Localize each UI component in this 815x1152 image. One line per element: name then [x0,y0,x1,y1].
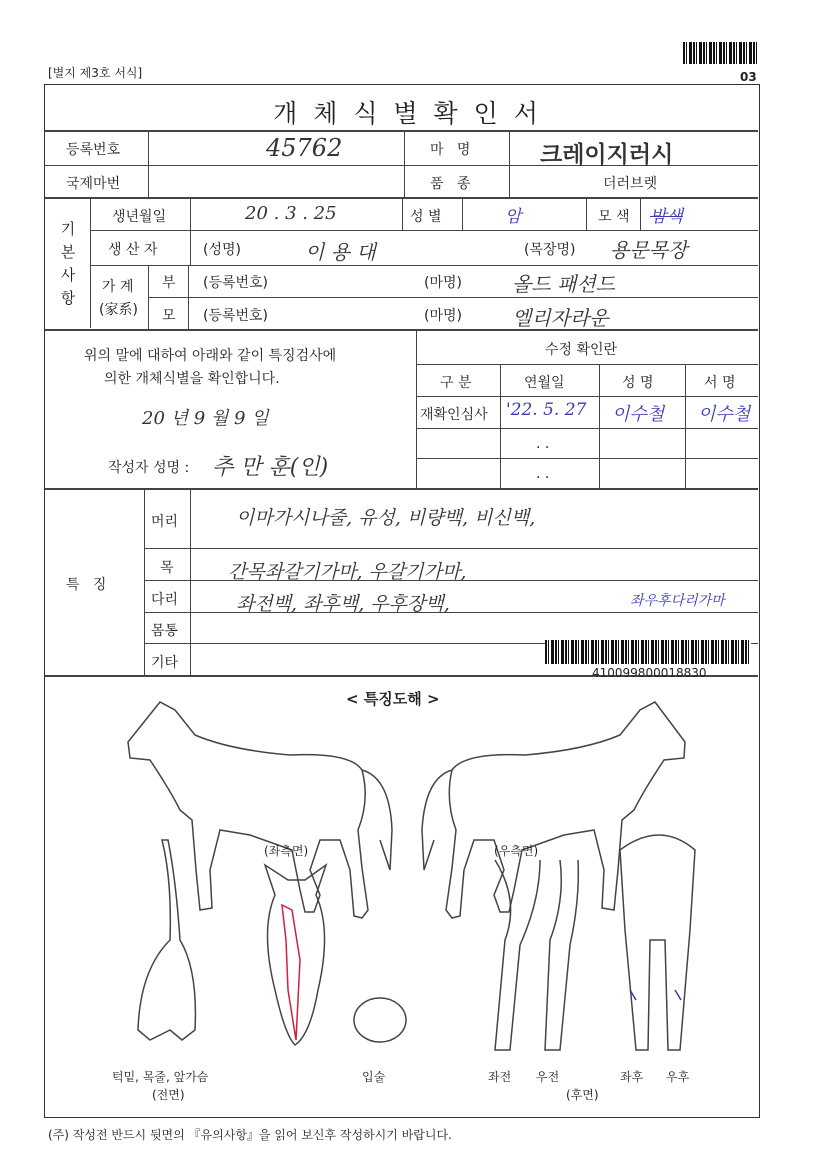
top-barcode [683,42,759,64]
front-label-2: (전면) [152,1088,185,1102]
barcode-number: 410099800018830 [592,666,707,680]
col-date: 연월일 [524,375,565,391]
horse-diagram [100,690,720,1080]
col-type: 구 분 [440,375,472,391]
left-side-label: (좌측면) [264,844,309,858]
front-legs-view [495,860,578,1050]
lips-view [354,998,406,1042]
name-value: 크레이지러시 [540,141,674,168]
row2-date: . . [536,436,550,452]
page-title: 개 체 식 별 확 인 서 [273,99,542,128]
left-fore-label: 좌전 [488,1070,512,1084]
intl-label: 국제마번 [66,176,121,192]
revision-title: 수정 확인란 [545,342,618,358]
head-label: 머리 [151,514,179,530]
page-number: 03 [740,70,757,84]
producer-name-label: (성명) [203,242,241,258]
row1-date: '22. 5. 27 [506,400,587,420]
other-label: 기타 [151,655,179,671]
name-label: 마 명 [430,142,471,158]
confirm-date: 20 년 9 월 9 일 [142,408,269,429]
neck-value: 간목좌갈기가마, 우갈기가마, [228,561,467,583]
producer-label: 생 산 자 [108,242,158,258]
legs-extra: 좌우후다리가마 [630,593,725,609]
breed-label: 품 종 [430,176,471,192]
color-value: 밤색 [650,207,683,227]
right-side-label: (우측면) [494,844,539,858]
form-label: [별지 제3호 서식] [48,66,143,80]
left-side-horse [128,702,392,918]
legs-label: 다리 [151,592,179,608]
features-section-label: 특 징 [66,577,107,593]
row1-type: 재확인심사 [420,407,488,423]
sire-reg-label: (등록번호) [203,275,269,291]
producer-name-value: 이 용 대 [305,240,376,264]
body-label: 몸통 [151,623,179,639]
reg-no-value: 45762 [266,134,343,162]
ranch-value: 용문목장 [610,238,688,262]
front-label-1: 턱밑, 목줄, 앞가슴 [112,1070,209,1084]
item-barcode [545,640,751,664]
left-hind-label: 좌후 [620,1070,644,1084]
right-fore-label: 우전 [536,1070,560,1084]
sire-name-value: 올드 패션드 [512,272,615,296]
footer-note: (주) 작성전 반드시 뒷면의 『유의사항』을 읽어 보신후 작성하시기 바랍니다. [48,1128,452,1142]
row1-sign: 이수철 [698,404,751,425]
sex-label: 성 별 [410,209,442,225]
birth-value: 20 . 3 . 25 [245,203,337,224]
row1-name: 이수철 [612,404,665,425]
neck-label: 목 [160,560,174,576]
family-label: 가 계 [102,279,134,295]
confirm-statement-2: 의한 개체식별을 확인합니다. [104,371,280,387]
head-view [265,865,326,1045]
sex-value: 암 [505,207,522,227]
author-value: 추 만 훈(인) [212,455,329,480]
rear-label: (후면) [566,1088,599,1102]
family-han: (家系) [99,302,138,318]
color-label: 모 색 [598,209,630,225]
row3-date: . . [536,466,550,482]
col-sign: 서 명 [704,375,736,391]
front-view-horse [138,840,195,1040]
sire-label: 부 [162,275,176,291]
sire-name-label: (마명) [424,275,462,291]
right-side-horse [422,702,685,918]
rear-view-horse [620,835,695,1050]
legs-value: 좌전백, 좌후백, 우후장백, [236,593,450,615]
reg-no-label: 등록번호 [66,142,121,158]
diagram-title: < 특징도해 > [346,690,440,708]
confirm-statement-1: 위의 말에 대하여 아래와 같이 특징검사에 [84,348,337,364]
dam-name-value: 엘리자라운 [512,306,609,330]
dam-label: 모 [162,308,176,324]
head-value: 이마가시나줄, 유성, 비량백, 비신백, [236,507,536,529]
ranch-label: (목장명) [524,242,576,258]
birth-label: 생년월일 [112,209,167,225]
col-name: 성 명 [622,375,654,391]
lips-label: 입술 [362,1070,386,1084]
dam-name-label: (마명) [424,308,462,324]
dam-reg-label: (등록번호) [203,308,269,324]
right-hind-label: 우후 [666,1070,690,1084]
breed-value: 더러브렛 [603,176,658,192]
author-label: 작성자 성명 : [108,460,190,476]
basic-section-label: 기 본 사 항 [60,220,76,307]
